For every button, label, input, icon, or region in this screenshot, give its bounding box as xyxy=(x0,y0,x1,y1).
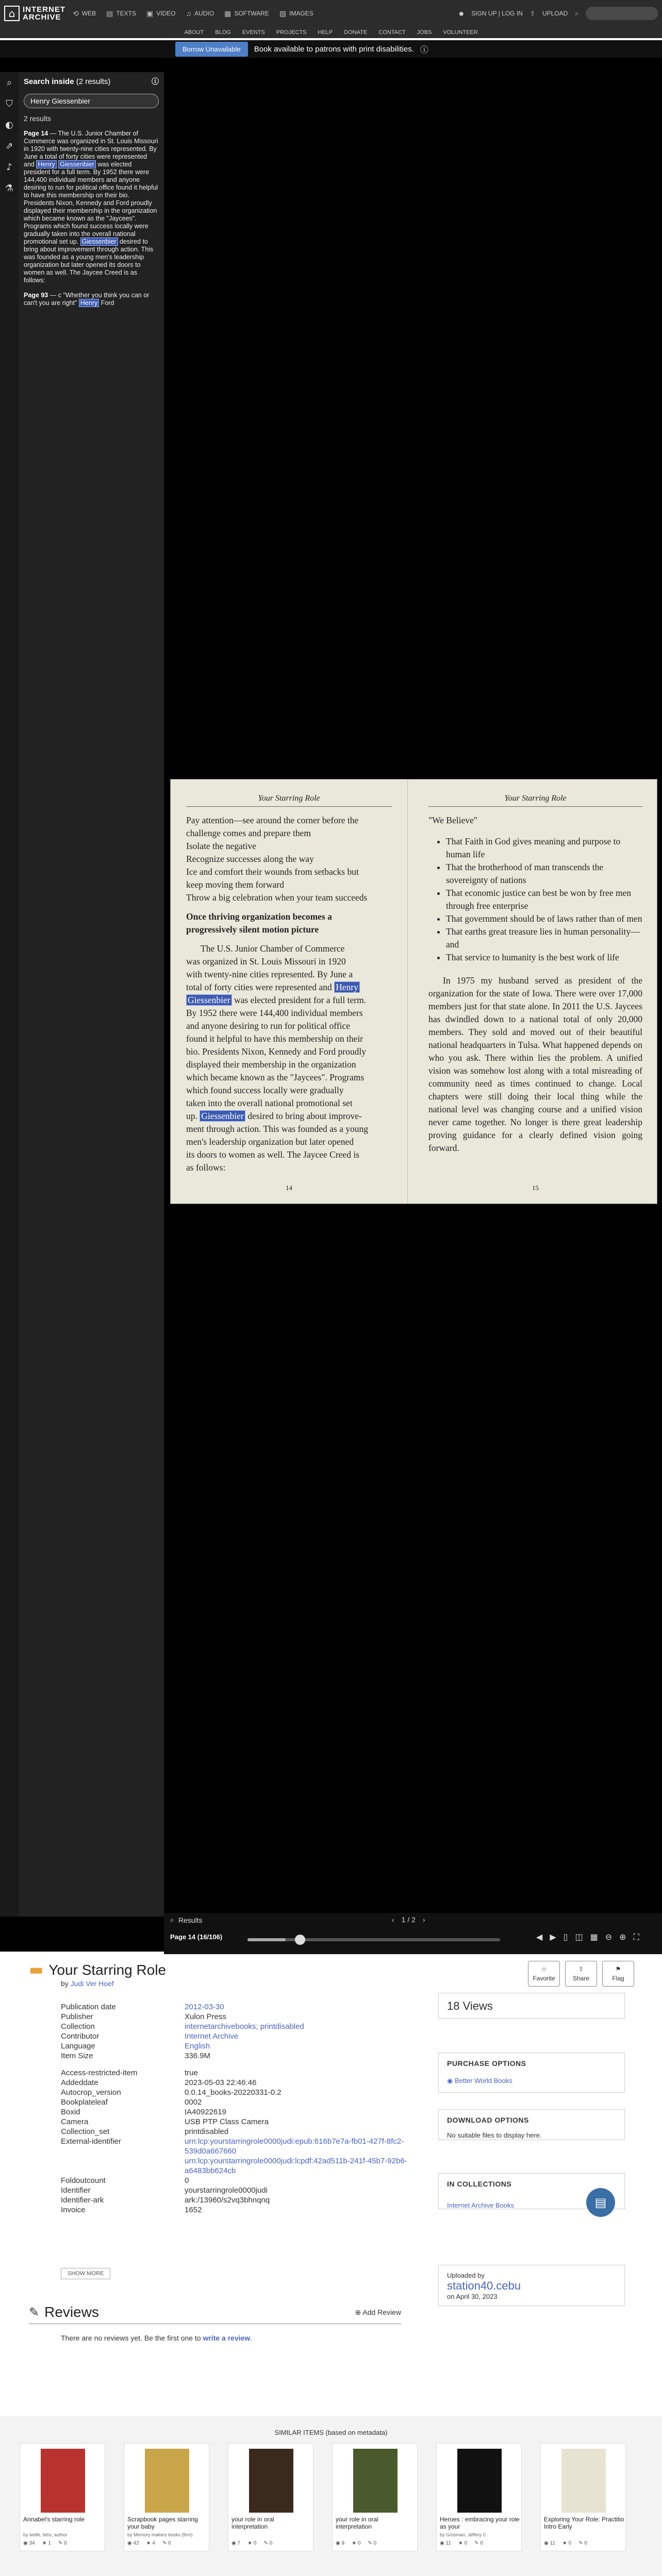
star-icon: ☆ xyxy=(541,1965,547,1973)
metadata-key: Contributor xyxy=(61,2032,100,2041)
metadata-row xyxy=(61,2176,453,2185)
reviews-icon: ✎ 0 xyxy=(162,2540,171,2546)
text-line: total of forty cities were represented and Henry xyxy=(186,981,392,994)
similar-item-title[interactable]: Scrapbook pages starring your baby xyxy=(127,2516,198,2530)
user-icon: ● xyxy=(458,8,465,19)
metadata-value: 0 xyxy=(185,2176,189,2185)
subnav-help[interactable]: HELP xyxy=(318,29,333,36)
author-link[interactable]: Judi Ver Hoef xyxy=(70,1979,114,1988)
subnav-volunteer[interactable]: VOLUNTEER xyxy=(443,29,478,36)
similar-item-stats xyxy=(544,2540,587,2546)
favorites-icon: ★ 0 xyxy=(247,2540,257,2546)
metadata-value: ark:/13960/s2vq3bhnqnq xyxy=(185,2196,270,2205)
similar-item-card[interactable] xyxy=(124,2443,209,2551)
metadata-key: Addeddate xyxy=(61,2078,98,2087)
result-page: Page 14 xyxy=(24,130,48,137)
metadata-row xyxy=(61,2137,453,2156)
acrostic-line: challenge comes and prepare them xyxy=(186,828,311,838)
metadata-value[interactable]: internetarchivebooks; printdisabled xyxy=(185,2022,304,2031)
nav-images-label: IMAGES xyxy=(289,10,313,17)
text-line: with twenty-nine cities represented. By June a xyxy=(186,969,353,979)
search-inside-panel xyxy=(19,72,164,1917)
favorites-icon: ★ 4 xyxy=(146,2540,155,2546)
highlight: Giessenbier xyxy=(80,238,118,246)
creed-item: • That Faith in God gives meaning and purpose to human life xyxy=(446,835,642,861)
metadata-key: Access-restricted-item xyxy=(61,2069,138,2077)
book-cover[interactable] xyxy=(561,2449,606,2513)
search-inside-title: Search inside xyxy=(24,77,74,86)
book-spread[interactable] xyxy=(170,779,657,1204)
search-result[interactable]: Page 93 — c "Whether you think you can or can't you are right" Henry Ford xyxy=(24,292,150,307)
metadata-key xyxy=(61,2156,185,2176)
top-nav-bar xyxy=(0,0,662,27)
metadata-row xyxy=(61,2088,453,2097)
download-options-card xyxy=(438,2109,625,2140)
metadata-value: 0.0.14_books-20220331-0.2 xyxy=(185,2088,282,2097)
metadata-row xyxy=(61,2156,453,2176)
metadata-key: Publication date xyxy=(61,2003,116,2011)
metadata-row xyxy=(61,2205,453,2215)
acrostic-line: Ice and comfort their wounds from setbacks but xyxy=(186,867,359,877)
metadata-value[interactable]: urn:lcp:yourstarringrole0000judi:lcpdf:42ad511b-241f-45b7-92b6-a6483bb624cb xyxy=(185,2157,407,2175)
texts-icon: ▤ xyxy=(106,9,113,18)
favorites-icon: ★ 0 xyxy=(352,2540,361,2546)
views-icon: ◉ 34 xyxy=(23,2540,35,2546)
add-review-button[interactable]: ⊕ Add Review xyxy=(355,2308,401,2316)
nav-video[interactable] xyxy=(146,9,176,18)
borrow-notice xyxy=(0,40,662,58)
metadata-table xyxy=(61,2002,453,2215)
similar-item-stats xyxy=(440,2540,483,2546)
metadata-key: Autocrop_version xyxy=(61,2088,121,2097)
metadata-row xyxy=(61,2002,453,2012)
subnav-jobs[interactable]: JOBS xyxy=(417,29,432,36)
favorites-icon: ★ 1 xyxy=(42,2540,51,2546)
metadata-key: Bookplateleaf xyxy=(61,2098,108,2107)
section-heading-line-1: Once thriving organization becomes a xyxy=(186,911,332,922)
results-toggle[interactable]: Results xyxy=(178,1916,203,1924)
favorites-icon: ★ 0 xyxy=(458,2540,468,2546)
text-line: was organized in St. Louis Missouri in 1920 xyxy=(186,956,346,967)
similar-item-author: by Grosman, Jeffery C xyxy=(440,2532,486,2537)
similar-item-card[interactable] xyxy=(20,2443,105,2551)
views-icon: ◉ 9 xyxy=(336,2540,345,2546)
signup-login-link[interactable]: SIGN UP | LOG IN xyxy=(471,10,523,17)
acrostic-list xyxy=(186,814,392,904)
metadata-row xyxy=(61,2097,453,2107)
nav-images[interactable] xyxy=(279,9,313,18)
metadata-row xyxy=(61,2068,453,2078)
metadata-key: Collection_set xyxy=(61,2127,110,2136)
search-icon[interactable]: ⌕ xyxy=(575,9,578,17)
metadata-value: true xyxy=(185,2069,198,2077)
similar-items-title: SIMILAR ITEMS (based on metadata) xyxy=(274,2429,388,2436)
metadata-key: Language xyxy=(61,2042,95,2050)
bwb-icon: ◉ xyxy=(447,2077,453,2084)
nav-texts-label: TEXTS xyxy=(116,10,136,17)
metadata-row xyxy=(61,2195,453,2205)
item-title: Your Starring Role xyxy=(48,1961,167,1978)
write-review-link[interactable]: write a review xyxy=(203,2334,251,2342)
favorites-icon: ★ 0 xyxy=(562,2540,572,2546)
next-page-icon[interactable]: ▶ xyxy=(550,1932,556,1942)
uploaded-by-label: Uploaded by xyxy=(447,2272,485,2279)
text-line: men's leadership organization but later opened xyxy=(186,1137,354,1147)
metadata-key: Invoice xyxy=(61,2206,86,2214)
text-line: By 1952 there were 144,400 individual members xyxy=(186,1008,363,1018)
text-line: taken into the overall national promotional set xyxy=(186,1098,353,1108)
next-result-icon[interactable]: › xyxy=(422,1916,425,1924)
metadata-key xyxy=(61,2061,185,2068)
running-head: Your Starring Role xyxy=(428,794,642,807)
section-heading-line-2: progressively silent motion picture xyxy=(186,924,319,935)
acrostic-line: Isolate the negative xyxy=(186,841,257,851)
metadata-key: Boxid xyxy=(61,2108,80,2116)
download-empty-text: No suitable files to display here. xyxy=(447,2131,542,2139)
metadata-value: Xulon Press xyxy=(185,2012,226,2021)
book-cover[interactable] xyxy=(41,2449,85,2513)
creed-item: • That earths great treasure lies in human personality—and xyxy=(446,925,642,951)
metadata-value xyxy=(185,2061,453,2068)
text-line: found it helpful to have this membership on their xyxy=(186,1033,363,1044)
fullscreen-icon[interactable]: ⛶ xyxy=(633,1932,639,1942)
audio-viewer-icon[interactable]: ♪ xyxy=(6,162,12,173)
collections-title: IN COLLECTIONS xyxy=(447,2180,512,2188)
metadata-key: Identifier xyxy=(61,2186,91,2195)
page-slider[interactable] xyxy=(247,1938,500,1941)
metadata-value: yourstarringrole0000judi xyxy=(185,2186,268,2195)
similar-item-title[interactable]: Heroes : embracing your role as your xyxy=(440,2516,520,2530)
similar-item-card[interactable] xyxy=(540,2443,626,2551)
zoom-out-icon[interactable]: ⊖ xyxy=(605,1932,613,1942)
flag-button[interactable]: ⚑ Flag xyxy=(602,1961,634,1987)
subnav-contact[interactable]: CONTACT xyxy=(378,29,406,36)
software-icon: ▦ xyxy=(224,9,231,18)
metadata-key: External-identifier xyxy=(61,2137,121,2146)
show-more-button[interactable]: SHOW MORE xyxy=(61,2268,110,2279)
running-head: Your Starring Role xyxy=(186,794,392,807)
book-cover[interactable] xyxy=(249,2449,293,2513)
nav-software[interactable] xyxy=(224,9,269,18)
video-icon: ▣ xyxy=(146,9,154,18)
similar-item-stats xyxy=(127,2540,171,2546)
no-reviews-text: There are no reviews yet. Be the first one to write a review. xyxy=(61,2334,253,2342)
metadata-key: Foldoutcount xyxy=(61,2176,106,2185)
metadata-value: 2023-05-03 22:46:46 xyxy=(185,2078,257,2087)
favorite-button[interactable]: ☆ Favorite xyxy=(528,1961,560,1987)
bookmark-icon[interactable]: ⛉ xyxy=(6,98,13,109)
metadata-value: 1652 xyxy=(185,2206,202,2214)
acrostic-line: Throw a big celebration when your team succeeds xyxy=(186,892,368,903)
metadata-row xyxy=(61,2127,453,2137)
web-icon: ⟲ xyxy=(73,9,79,18)
viewer-side-rail xyxy=(0,72,19,1917)
notice-text: Book available to patrons with print disabilities. xyxy=(254,44,414,54)
view-count: 18 Views xyxy=(447,1999,493,2012)
purchase-options-card xyxy=(438,2053,625,2093)
reviews-icon: ✎ 0 xyxy=(368,2540,377,2546)
text-line: ment through action. This was founded as a young xyxy=(186,1124,369,1134)
collection-logo-icon[interactable]: ▤ xyxy=(586,2188,615,2217)
text-line: as follows: xyxy=(186,1162,226,1173)
archive-temple-icon: ⌂ xyxy=(4,6,20,21)
sub-nav xyxy=(0,27,662,38)
uploader-card xyxy=(438,2265,625,2306)
metadata-row xyxy=(61,2012,453,2022)
metadata-value: printdisabled xyxy=(185,2127,229,2136)
highlight: Giessenbier xyxy=(200,1110,245,1122)
reviews-icon: ✎ 0 xyxy=(474,2540,483,2546)
views-icon: ◉ 11 xyxy=(544,2540,555,2546)
similar-item-stats xyxy=(23,2540,67,2546)
metadata-row xyxy=(61,2061,453,2068)
acrostic-line: keep moving them forward xyxy=(186,879,285,890)
nav-video-label: VIDEO xyxy=(156,10,176,17)
collection-link[interactable]: Internet Archive Books xyxy=(447,2201,515,2209)
highlight: Giessenbier xyxy=(58,160,96,168)
search-inside-icon[interactable]: ⌕ xyxy=(6,77,12,88)
text-line: up. Giessenbier desired to bring about improve- xyxy=(186,1111,362,1121)
collections-card xyxy=(438,2173,625,2209)
page-number: 15 xyxy=(532,1184,539,1192)
similar-item-card[interactable] xyxy=(436,2443,522,2551)
flag-icon: ⚑ xyxy=(615,1965,621,1973)
right-page[interactable] xyxy=(413,779,658,1204)
metadata-row xyxy=(61,2078,453,2088)
metadata-row xyxy=(61,2051,453,2061)
metadata-row xyxy=(61,2107,453,2117)
share-icon: ⇪ xyxy=(578,1965,584,1973)
result-pager: 1 / 2 xyxy=(401,1916,416,1924)
metadata-value[interactable]: 2012-03-30 xyxy=(185,2003,224,2011)
text-line: and anyone desiring to run for political office xyxy=(186,1021,350,1031)
one-page-view-icon[interactable]: ▯ xyxy=(563,1932,568,1942)
metadata-value[interactable]: Internet Archive xyxy=(185,2032,239,2041)
views-icon: ◉ 11 xyxy=(440,2540,451,2546)
search-result-count: (2 results) xyxy=(76,77,111,86)
acrostic-line: Pay attention—see around the corner before the xyxy=(186,815,359,825)
metadata-key: Collection xyxy=(61,2022,95,2031)
result-page: Page 93 xyxy=(24,292,48,299)
metadata-value: USB PTP Class Camera xyxy=(185,2117,269,2126)
nav-software-label: SOFTWARE xyxy=(234,10,269,17)
upload-date: on April 30, 2023 xyxy=(447,2293,498,2300)
metadata-value[interactable]: urn:lcp:yourstarringrole0000judi:epub:616b7e7a-fb01-427f-8fc2-539d0a667660 xyxy=(185,2137,404,2156)
metadata-key: Item Size xyxy=(61,2052,93,2060)
highlight: Henry xyxy=(79,299,99,307)
views-card xyxy=(438,1993,625,2019)
similar-item-card[interactable] xyxy=(332,2443,418,2551)
similar-item-title[interactable]: your role in oral interpretation xyxy=(336,2516,378,2530)
subnav-projects[interactable]: PROJECTS xyxy=(276,29,307,36)
text-line: The U.S. Junior Chamber of Commerce xyxy=(201,943,345,954)
reviews-title: Reviews xyxy=(44,2304,99,2320)
text-line: which became known as the "Jaycees". Programs xyxy=(186,1072,365,1082)
nav-audio[interactable] xyxy=(186,9,214,18)
two-page-view-icon[interactable]: ◫ xyxy=(575,1932,583,1942)
audio-icon: ♫ xyxy=(186,9,192,18)
prev-result-icon[interactable]: ‹ xyxy=(392,1916,394,1924)
text-line: displayed their membership in the organization xyxy=(186,1059,356,1070)
nav-web[interactable] xyxy=(73,9,96,18)
metadata-value: IA40922619 xyxy=(185,2108,226,2116)
subnav-about[interactable]: ABOUT xyxy=(184,29,204,36)
highlight: Henry xyxy=(334,981,360,993)
share-button[interactable]: ⇪ Share xyxy=(565,1961,597,1987)
share-viewer-icon[interactable]: ⇗ xyxy=(5,141,13,151)
subnav-events[interactable]: EVENTS xyxy=(242,29,265,36)
similar-item-stats xyxy=(231,2540,272,2546)
page-slider-handle[interactable] xyxy=(295,1935,305,1945)
reviews-icon: ✎ 0 xyxy=(263,2540,273,2546)
info-icon[interactable]: ⓘ xyxy=(420,44,428,55)
book-icon: ▬ xyxy=(29,1961,44,1979)
similar-item-card[interactable] xyxy=(228,2443,313,2551)
results-count: 2 results xyxy=(24,114,51,123)
upload-link[interactable]: UPLOAD xyxy=(542,10,568,17)
body-paragraph: In 1975 my husband served as president of the organization for the state of Iowa. There were over 17,000 members just for that state alone. In 2011 the U.S. Jaycees has dwindled down to a national total of only 20,000 members. They sold and moved out of their beautiful national headquarters in Tulsa. What happened depends on who you ask. There within lies the problem. A unified vision was somehow lost along with a total misreading of community need as times continued to change. Local chapters were still doing their local thing while the national level was changing course and a unified vision never came together. No longer is there great leadership proving guidance for a clearly defined vision going forward. xyxy=(428,975,642,1153)
info-icon[interactable]: ⓘ xyxy=(152,77,159,86)
logo-line-1: INTERNET xyxy=(23,5,65,14)
creed-list xyxy=(446,835,642,964)
highlight: Henry xyxy=(36,160,56,168)
byline: by Judi Ver Hoef xyxy=(61,1979,114,1988)
uploader-link[interactable]: station40.cebu xyxy=(447,2279,521,2292)
similar-item-author: by wolfe, fahs, author xyxy=(23,2532,68,2537)
logo-line-2: ARCHIVE xyxy=(23,13,61,22)
page-slider-fill xyxy=(247,1938,286,1941)
download-options-title: DOWNLOAD OPTIONS xyxy=(447,2116,529,2124)
similar-item-author: by Memory makers books (firm) xyxy=(127,2532,193,2537)
metadata-row xyxy=(61,2041,453,2051)
similar-item-title[interactable]: your role in oral interpretation xyxy=(231,2516,274,2530)
search-icon[interactable]: ⌕ xyxy=(170,1916,174,1924)
metadata-value: 336.9M xyxy=(185,2052,211,2060)
reviews-header xyxy=(29,2304,401,2324)
text-line: which found success locally were gradually xyxy=(186,1085,344,1095)
zoom-in-icon[interactable]: ⊕ xyxy=(619,1932,626,1942)
left-page[interactable] xyxy=(171,779,408,1204)
text-line: bio. Presidents Nixon, Kennedy and Ford proudly xyxy=(186,1046,366,1057)
metadata-row xyxy=(61,2117,453,2127)
metadata-key: Identifier-ark xyxy=(61,2196,104,2205)
thumbnail-view-icon[interactable]: ▦ xyxy=(590,1932,598,1942)
contrast-icon[interactable]: ◐ xyxy=(5,120,13,130)
search-inside-input[interactable]: Henry Giessenbier xyxy=(24,94,159,108)
similar-item-title[interactable]: Annabel's starring role xyxy=(23,2516,85,2523)
nav-web-label: WEB xyxy=(81,10,96,17)
creed-item: • That economic justice can best be won by free men through free enterprise xyxy=(446,887,642,912)
upload-icon: ⇪ xyxy=(529,10,535,17)
purchase-options-title: PURCHASE OPTIONS xyxy=(447,2059,526,2067)
creed-item: • That government should be of laws rather than of men xyxy=(446,912,642,925)
internet-archive-logo[interactable] xyxy=(4,6,65,21)
metadata-row xyxy=(61,2031,453,2041)
book-cover[interactable] xyxy=(457,2449,502,2513)
metadata-value[interactable]: English xyxy=(185,2042,210,2050)
highlight: Giessenbier xyxy=(186,994,232,1006)
comment-icon: ✎ xyxy=(29,2305,40,2319)
nav-audio-label: AUDIO xyxy=(194,10,214,17)
views-icon: ◉ 7 xyxy=(231,2540,241,2546)
nav-texts[interactable] xyxy=(106,9,136,18)
subnav-blog[interactable]: BLOG xyxy=(215,29,231,36)
better-world-books-link[interactable]: ◉ Better World Books xyxy=(447,2077,512,2084)
reviews-icon: ✎ 0 xyxy=(58,2540,67,2546)
text-line: Giessenbier was elected president for a full term. xyxy=(186,994,392,1007)
creed-item: • That the brotherhood of man transcends the sovereignty of nations xyxy=(446,861,642,887)
metadata-value: 0002 xyxy=(185,2098,202,2107)
search-result[interactable]: Page 14 — The U.S. Junior Chamber of Commerce was organized in St. Louis Missouri in 1920 with twenty-nine cities represented. By June a total of forty cities were represented and Henry Giessenbier was elected president for a full term. By 1952 there were 144,400 individual members and anyone desiring to run for political office found it helpful to have this membership on their bio. Presidents Nixon, Kennedy and Ford proudly displayed their membership in the organization which became known as the "Jaycees". Programs which found success locally were gradually taken into the overall national promotional set up. Giessenbier desired to bring about improvement through action. This was founded as a young men's leadership organization but later opened its doors to women as well. The Jaycee Creed is as follows: xyxy=(24,130,158,284)
metadata-row xyxy=(61,2022,453,2031)
creed-intro: "We Believe" xyxy=(428,815,477,825)
similar-item-stats xyxy=(336,2540,376,2546)
views-icon: ◉ 42 xyxy=(127,2540,139,2546)
subnav-donate[interactable]: DONATE xyxy=(344,29,368,36)
page-number: 14 xyxy=(286,1184,292,1192)
metadata-key: Publisher xyxy=(61,2012,93,2021)
metadata-key: Camera xyxy=(61,2117,89,2126)
book-cover[interactable] xyxy=(145,2449,189,2513)
images-icon: ▨ xyxy=(279,9,287,18)
page-indicator: Page 14 (16/106) xyxy=(170,1933,223,1941)
experiments-icon[interactable]: ⚗ xyxy=(5,183,14,194)
header-search-input[interactable] xyxy=(586,7,658,20)
metadata-row xyxy=(61,2185,453,2195)
text-line: its doors to women as well. The Jaycee Creed is xyxy=(186,1149,359,1160)
reviews-icon: ✎ 0 xyxy=(578,2540,587,2546)
prev-page-icon[interactable]: ◀ xyxy=(536,1932,543,1942)
book-cover[interactable] xyxy=(353,2449,398,2513)
creed-item: • That service to humanity is the best work of life xyxy=(446,951,642,964)
acrostic-line: Recognize successes along the way xyxy=(186,854,314,864)
borrow-unavailable-button[interactable]: Borrow Unavailable xyxy=(175,42,248,57)
similar-item-title[interactable]: Exploring Your Role: Practitio Intro Early xyxy=(544,2516,624,2530)
